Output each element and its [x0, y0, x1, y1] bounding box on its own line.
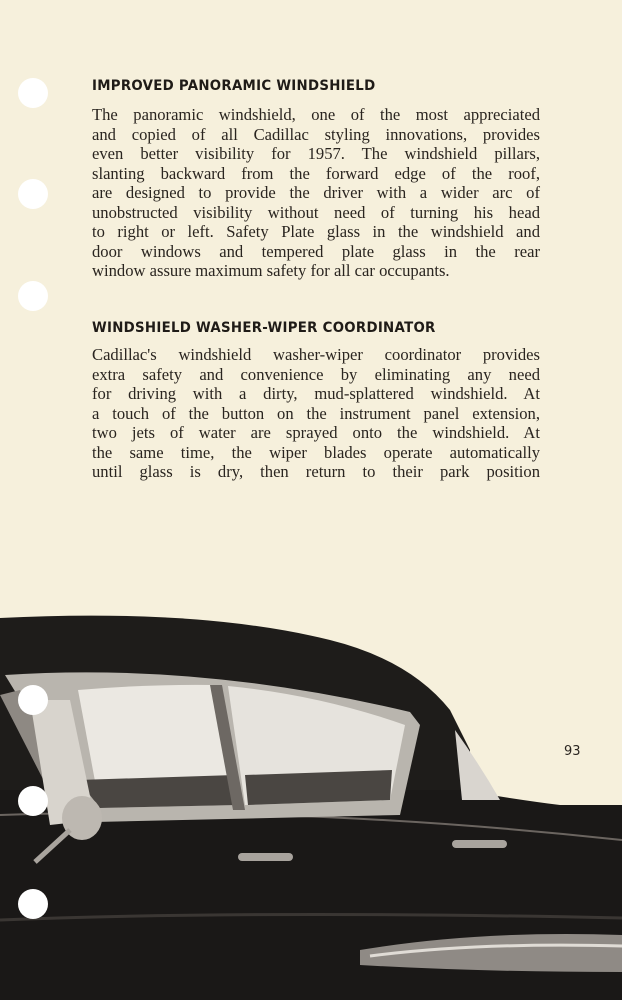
text-line: two jets of water are sprayed onto the windshield. At: [92, 423, 540, 442]
text-line: window assure maximum safety for all car occupants.: [92, 261, 450, 280]
text-line: a touch of the button on the instrument panel extension,: [92, 403, 540, 423]
binder-hole: [18, 786, 48, 816]
binder-hole: [18, 889, 48, 919]
binder-hole: [18, 179, 48, 209]
text-line: until glass is dry, then return to their park position: [92, 462, 540, 481]
text-line: for driving with a dirty, mud-splattered windshield. At: [92, 384, 540, 403]
text-line: are designed to provide the driver with a wider arc of: [92, 183, 540, 202]
text-line: and copied of all Cadillac styling innovations, provides: [92, 124, 540, 144]
text-line: The panoramic windshield, one of the most appreciated: [92, 105, 540, 124]
paragraph-panoramic-windshield: [92, 105, 540, 281]
text-line: unobstructed visibility without need of turning his head: [92, 202, 540, 222]
paragraph-washer-wiper: [92, 345, 540, 482]
text-line: Cadillac's windshield washer-wiper coordinator provides: [92, 345, 540, 364]
page-number: 93: [564, 744, 581, 759]
car-illustration: [0, 600, 622, 1000]
text-line: even better visibility for 1957. The windshield pillars,: [92, 144, 540, 163]
text-line: to right or left. Safety Plate glass in the windshield and: [92, 222, 540, 241]
binder-hole: [18, 281, 48, 311]
text-line: extra safety and convenience by eliminating any need: [92, 364, 540, 384]
binder-hole: [18, 78, 48, 108]
binder-hole: [18, 685, 48, 715]
text-line: the same time, the wiper blades operate automatically: [92, 442, 540, 462]
text-line: slanting backward from the forward edge of the roof,: [92, 163, 540, 183]
text-line: door windows and tempered plate glass in the rear: [92, 241, 540, 261]
section-heading-panoramic-windshield: IMPROVED PANORAMIC WINDSHIELD: [92, 78, 376, 94]
section-heading-washer-wiper: WINDSHIELD WASHER-WIPER COORDINATOR: [92, 320, 436, 336]
